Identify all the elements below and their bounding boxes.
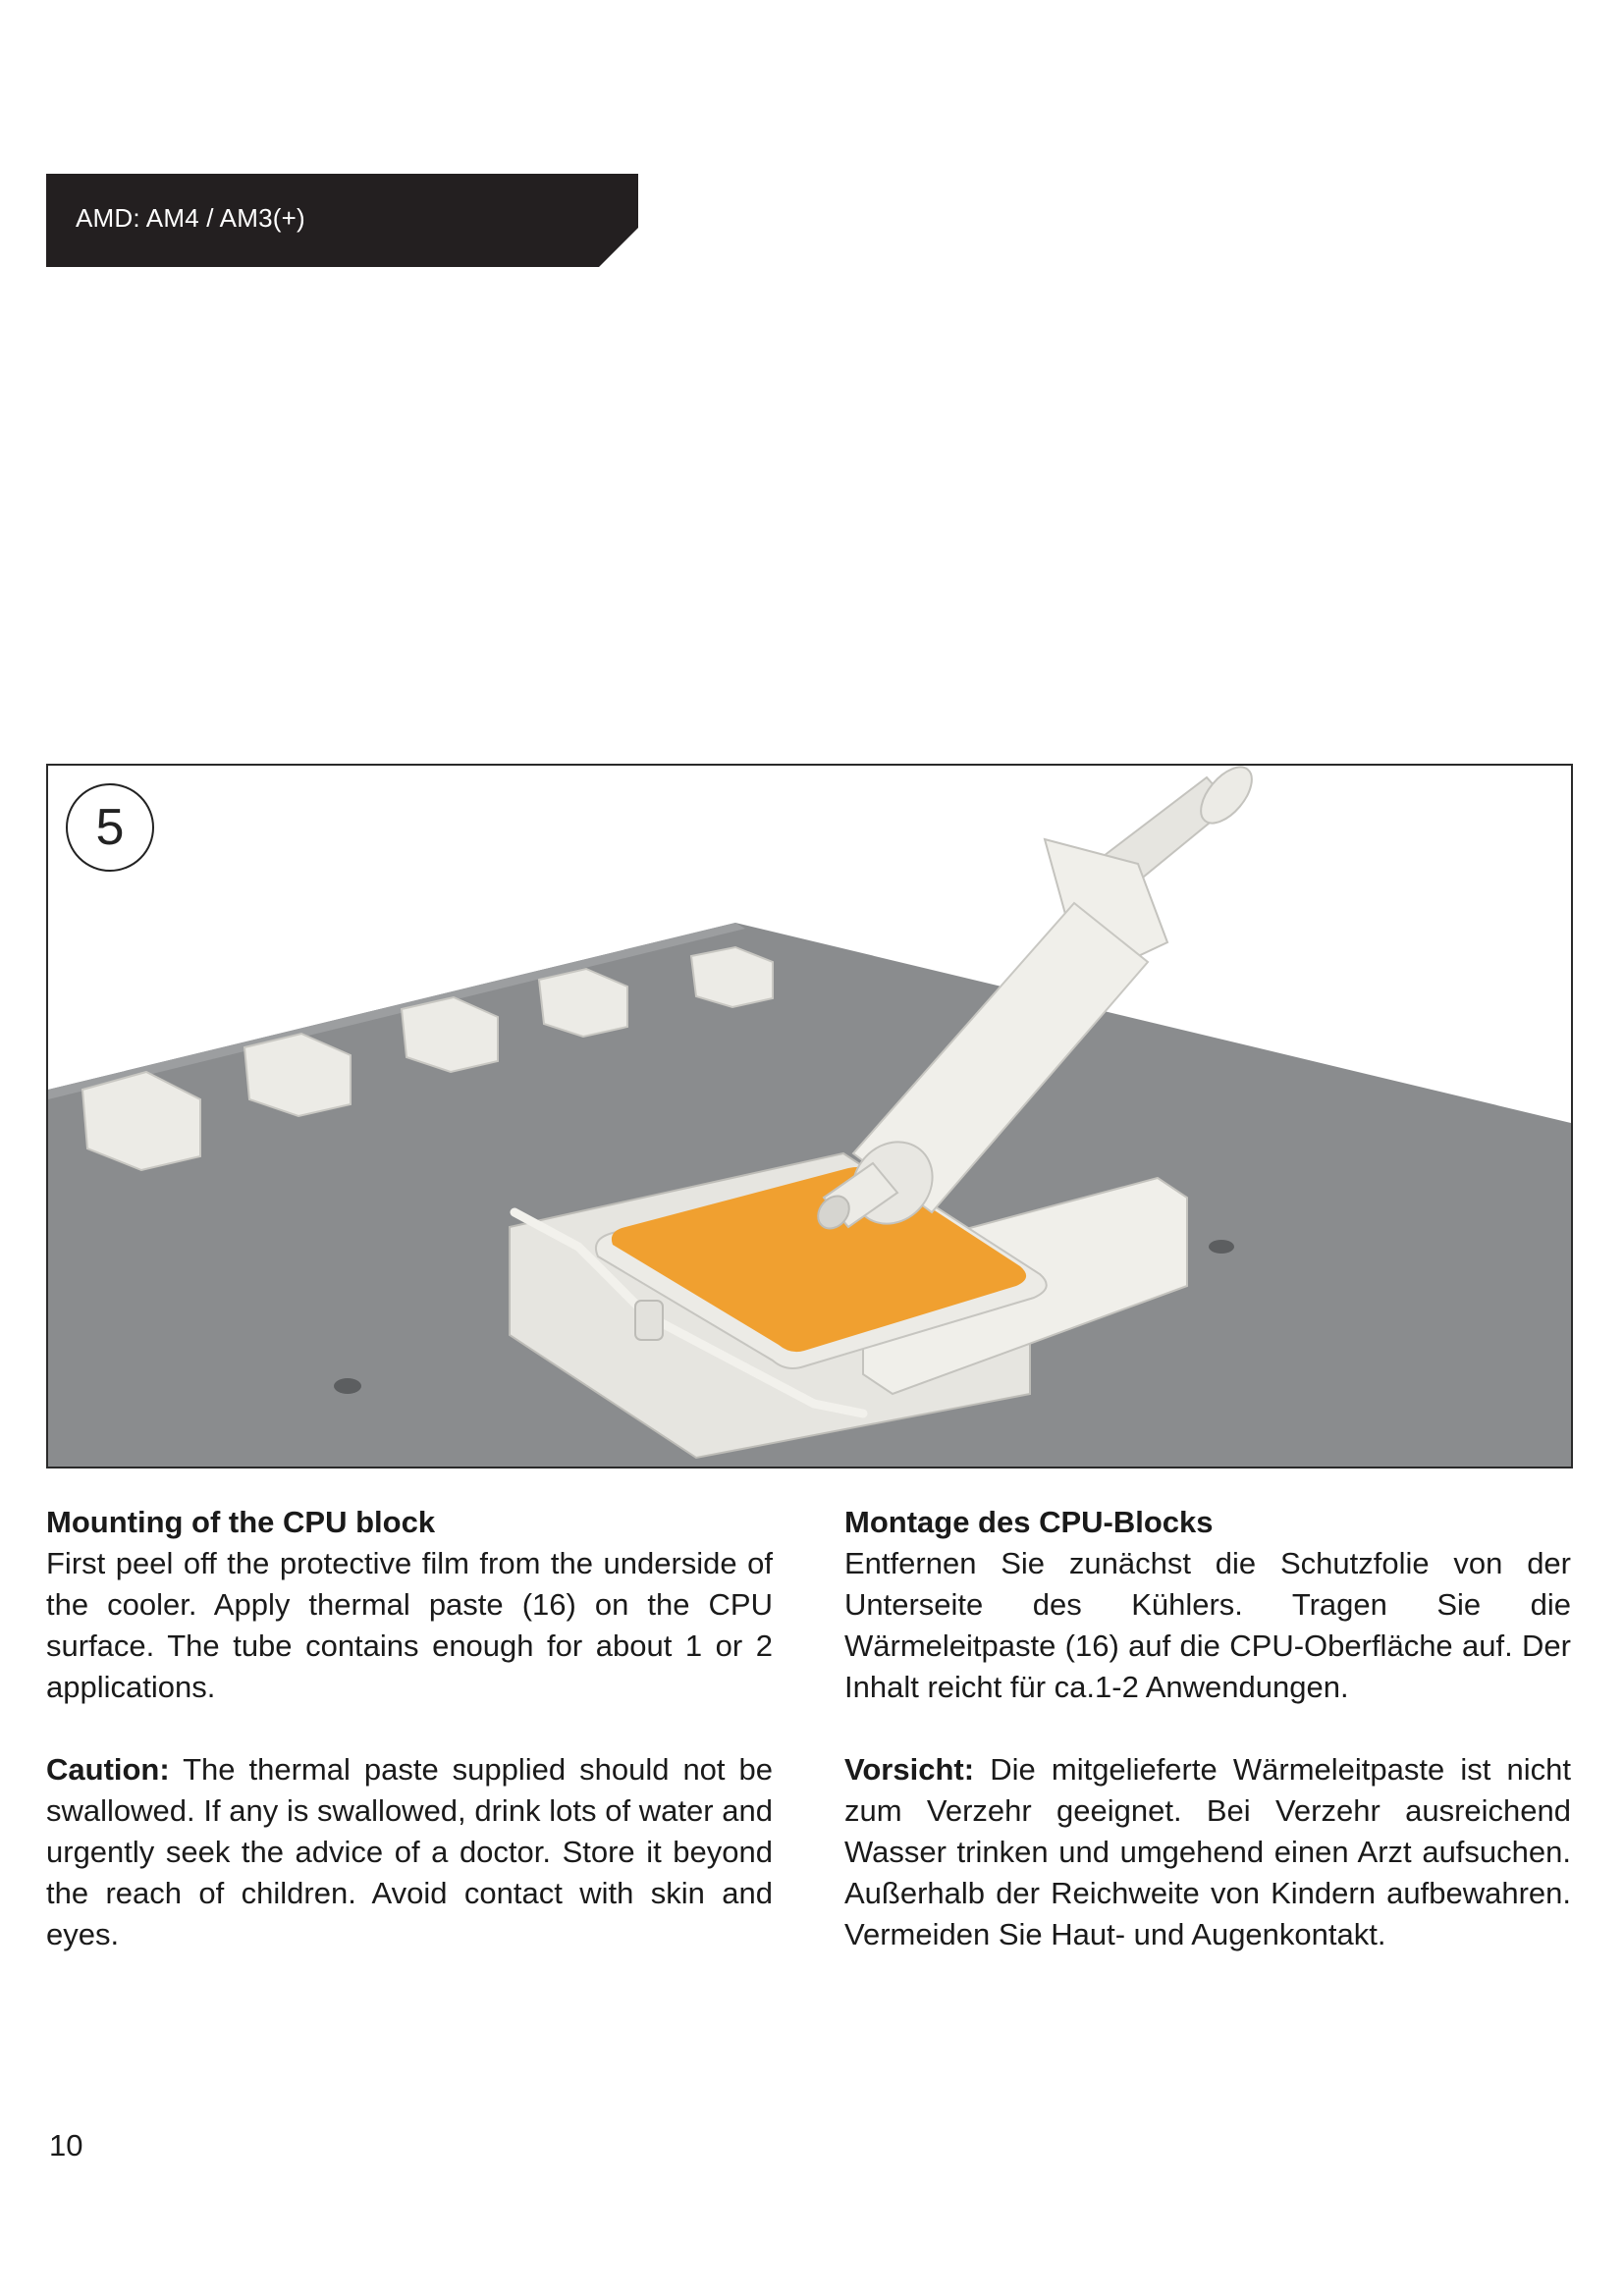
caution-label: Caution: — [46, 1752, 170, 1787]
page-number: 10 — [49, 2128, 83, 2163]
step-number-badge: 5 — [66, 783, 154, 872]
section-header-tab — [46, 174, 638, 267]
cpu-paste-illustration — [48, 766, 1573, 1468]
vorsicht-text: Die mitgelieferte Wärmeleitpaste ist nicht zum Verzehr geeignet. Bei Verzehr ausreichend Wasser trinken und umgehend einen Arzt aufsuchen. Außerhalb der Reichweite von Kindern aufbewahren. Vermeiden Sie Haut- und Augenkontakt. — [844, 1752, 1571, 1951]
vorsicht-label: Vorsicht: — [844, 1752, 975, 1787]
mount-hole — [334, 1378, 361, 1394]
german-column — [844, 1502, 1571, 1955]
mount-hole — [1209, 1240, 1234, 1254]
step-illustration — [46, 764, 1573, 1468]
german-heading: Montage des CPU-Blocks — [844, 1505, 1214, 1539]
german-body: Entfernen Sie zunächst die Schutzfolie von der Unterseite des Kühlers. Tragen Sie die Wärmeleitpaste (16) auf die CPU-Oberfläche auf. Der Inhalt reicht für ca.1-2 Anwendungen. — [844, 1546, 1571, 1704]
header-label: AMD: AM4 / AM3(+) — [76, 203, 305, 233]
english-caution — [46, 1749, 773, 1955]
english-heading: Mounting of the CPU block — [46, 1505, 436, 1539]
caution-text: The thermal paste supplied should not be swallowed. If any is swallowed, drink lots of water and urgently seek the advice of a doctor. Store it beyond the reach of children. Avoid contact with skin and eyes. — [46, 1752, 773, 1951]
english-column — [46, 1502, 773, 1955]
english-body: First peel off the protective film from the underside of the cooler. Apply thermal paste (16) on the CPU surface. The tube contains enough for about 1 or 2 applications. — [46, 1546, 773, 1704]
german-caution — [844, 1749, 1571, 1955]
